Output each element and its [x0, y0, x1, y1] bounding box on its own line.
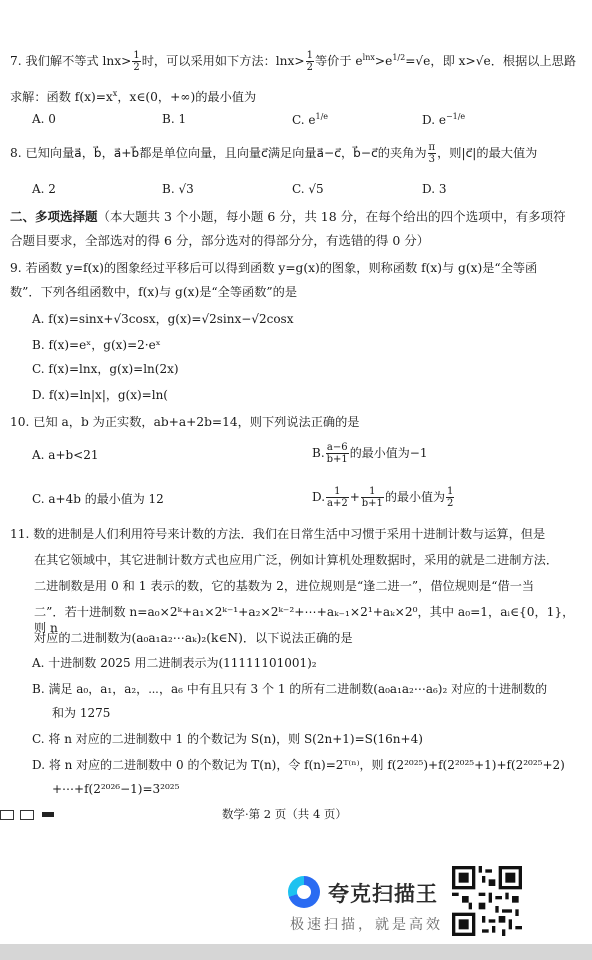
section-2-desc2: 合题目要求，全部选对的得 6 分，部分选对的得部分分，有选错的得 0 分） [10, 233, 430, 248]
question-9: 9. 若函数 y=f(x)的图象经过平移后可以得到函数 y=g(x)的图象，则称函数 f(x)与 g(x)是“全等函 [10, 261, 538, 275]
q7-option-c[interactable]: C. $e^{1/e}$ [292, 112, 329, 127]
fraction-d1: $\frac{1}{a+2}$ [327, 486, 348, 509]
q10-option-d[interactable]: D. $\frac{1}{a+2}$ + $\frac{1}{b+1}$ 的最小值为 $\frac{1}{2}$ [312, 486, 454, 509]
question-11-line5: 对应的二进制数为(a₀a₁a₂⋯aₖ)₂(k∈N)．以下说法正确的是 [34, 631, 353, 645]
q8-option-d[interactable]: D. 3 [422, 182, 447, 196]
fraction-pi-3: $\frac{\pi}{3}$ [428, 142, 436, 165]
q7-options [32, 112, 580, 127]
question-11-line1: 11. 数的进制是人们利用符号来计数的方法．我们在日常生活中习惯于采用十进制计数与运算，但是 [10, 527, 546, 541]
q11-option-d[interactable]: D. 将 n 对应的二进制数中 0 的个数记为 T(n)，令 f(n)=2ᵀ⁽ⁿ⁾，则 f(2²⁰²⁵)+f(2²⁰²⁵+1)+f(2²⁰²⁵+2) [32, 758, 565, 772]
q9-option-c[interactable]: C. f(x)=lnx，g(x)=ln(2x) [32, 362, 179, 376]
q11-option-b[interactable]: B. 满足 a₀，a₁，a₂，⋯，a₆ 中有且只有 3 个 1 的所有二进制数(a₀a₁a₂⋯a₆)₂ 对应的十进制数的 [32, 682, 548, 696]
question-10: 10. 已知 a，b 为正实数，ab+a+2b=14，则下列说法正确的是 [10, 415, 360, 429]
section-2-desc [10, 232, 580, 249]
answer-box-icon [0, 810, 14, 820]
question-7 [10, 50, 580, 73]
q7-option-a[interactable]: A. 0 [32, 112, 56, 126]
quark-logo-icon [288, 876, 320, 908]
fraction-b: $\frac{a-6}{b+1}$ [326, 442, 348, 465]
q8-option-c[interactable]: C. √5 [292, 182, 324, 196]
brand-name: 夸克扫描王 [328, 882, 438, 906]
q8-option-a[interactable]: A. 2 [32, 182, 56, 196]
answer-bar-icon [42, 812, 54, 817]
q10-option-c[interactable]: C. a+4b 的最小值为 12 [32, 492, 164, 506]
page-number: 数学·第 2 页（共 4 页） [222, 807, 347, 821]
question-7-line2: 求解：函数 $f(x)=x^x$，x∈(0，+∞)的最小值为 [10, 89, 257, 105]
q8-options [32, 182, 580, 196]
question-11-line4: 二”．若十进制数 n=a₀×2ᵏ+a₁×2ᵏ⁻¹+a₂×2ᵏ⁻²+⋯+aₖ₋₁×2¹+aₖ×2⁰，其中 a₀=1，aᵢ∈{0，1}，则 n [34, 605, 575, 635]
q9-option-d[interactable]: D. f(x)=ln|x|，g(x)=ln( [32, 388, 168, 402]
q11-option-d-cont: +⋯+f(2²⁰²⁶−1)=3²⁰²⁵ [52, 782, 180, 796]
qr-code-icon[interactable] [452, 866, 522, 936]
question-11-line2: 在其它领域中，其它进制计数方式也应用广泛，例如计算机处理数据时，采用的就是二进制方法． [34, 553, 559, 567]
fraction-d3: $\frac{1}{2}$ [446, 486, 454, 509]
q8-option-b[interactable]: B. √3 [162, 182, 194, 196]
q9-option-b[interactable]: B. f(x)=eˣ，g(x)=2·eˣ [32, 338, 161, 352]
answer-box-icon [20, 810, 34, 820]
question-8: 8. 已知向量a⃗，b⃗，a⃗+b⃗都是单位向量，且向量c⃗满足向量a⃗−c⃗，b⃗−c⃗的夹角为 $\frac{\pi}{3}$ ，则|c⃗|的最大值为 [10, 142, 538, 165]
q7-option-d[interactable]: D. $e^{-1/e}$ [422, 112, 466, 127]
q10-option-b[interactable]: B. $\frac{a-6}{b+1}$ 的最小值为−1 [312, 442, 428, 465]
section-2-header [10, 208, 580, 225]
scan-border [0, 944, 592, 960]
question-9-line2: 数”．下列各组函数中，f(x)与 g(x)是“全等函数”的是 [10, 285, 298, 299]
scanner-watermark [288, 870, 458, 934]
q11-option-a[interactable]: A. 十进制数 2025 用二进制表示为(11111101001)₂ [32, 656, 317, 670]
q10-option-a[interactable]: A. a+b<21 [32, 448, 99, 462]
fraction-half: $\frac{1}{2}$ [133, 50, 140, 74]
question-11-line3: 二进制数是用 0 和 1 表示的数，它的基数为 2，进位规则是“逢二进一”，借位规则是“借一当 [34, 579, 535, 593]
brand-slogan: 极速扫描，就是高效 [290, 917, 443, 933]
q7-line1: 7. 我们解不等式 lnx> $\frac{1}{2}$ 时，可以采用如下方法：lnx> $\frac{1}{2}$ 等价于 $e^{lnx}>e^{1/2}=√e$，即 x>√e．根据以上思路 [10, 50, 577, 74]
q7-option-b[interactable]: B. 1 [162, 112, 187, 126]
q11-option-b-cont: 和为 1275 [52, 706, 111, 720]
section-2-desc1: （本大题共 3 个小题，每小题 6 分，共 18 分，在每个给出的四个选项中，有多项符 [97, 209, 566, 224]
section-2-title: 二、多项选择题 [10, 209, 98, 224]
page-footer [0, 804, 592, 824]
q11-option-c[interactable]: C. 将 n 对应的二进制数中 1 的个数记为 S(n)，则 S(2n+1)=S(16n+4) [32, 732, 423, 746]
q9-option-a[interactable]: A. f(x)=sinx+√3cosx，g(x)=√2sinx−√2cosx [32, 312, 294, 326]
fraction-d2: $\frac{1}{b+1}$ [361, 486, 383, 509]
fraction-half-2: $\frac{1}{2}$ [306, 50, 313, 74]
